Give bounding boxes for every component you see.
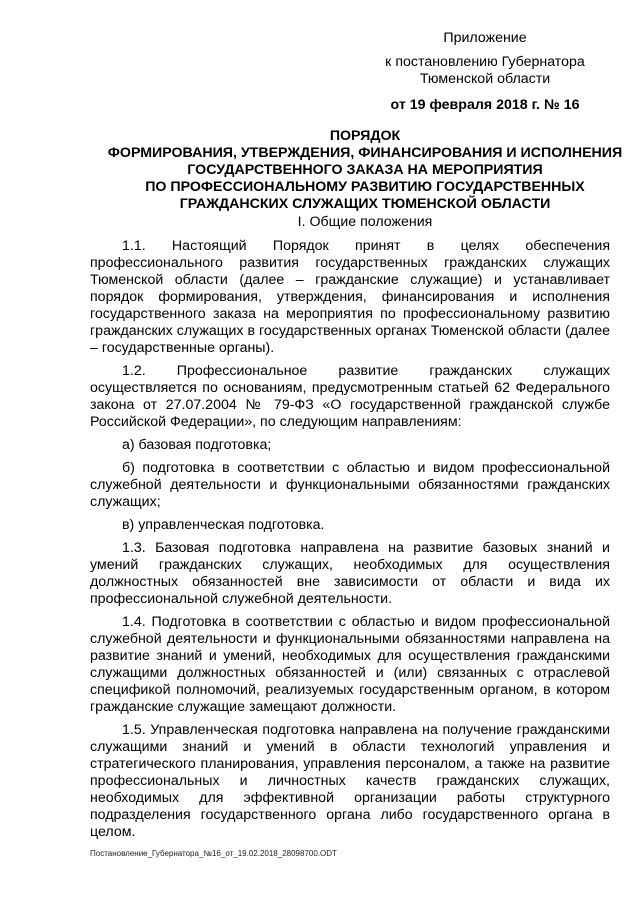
document-title-line-3: ГОСУДАРСТВЕННОГО ЗАКАЗА НА МЕРОПРИЯТИЯ xyxy=(187,162,543,178)
section-heading: I. Общие положения xyxy=(297,214,433,230)
list-item-a: а) базовая подготовка; xyxy=(122,437,272,453)
appendix-line-2: Тюменской области xyxy=(419,71,551,87)
paragraph-1-3: 1.3. Базовая подготовка направлена на развитие базовых знаний и умений гражданских служащих, необходимых для осуществления должностных обязанностей вне зависимости от области и вида их профессиональной служебной деятельности. xyxy=(90,540,610,607)
list-item-b: б) подготовка в соответствии с областью и видом профессиональной служебной деятельности и функциональными обязанностями гражданских служащих; xyxy=(90,460,610,510)
body-text xyxy=(90,238,610,847)
document-title-line-5: ГРАЖДАНСКИХ СЛУЖАЩИХ ТЮМЕНСКОЙ ОБЛАСТИ xyxy=(179,196,551,212)
document-title-line-1: ПОРЯДОК xyxy=(329,128,401,144)
appendix-block xyxy=(380,30,590,114)
paragraph-1-1: 1.1. Настоящий Порядок принят в целях обеспечения профессионального развития государственных гражданских служащих Тюменской области (далее – гражданские служащие) и устанавливает порядок формирования, утверждения, финансирования и исполнения государственного заказа на мероприятия по профессиональному развитию гражданских служащих в государственных органах Тюменской области (далее – государственные органы). xyxy=(90,238,610,356)
appendix-line-1: к постановлению Губернатора xyxy=(385,54,585,70)
appendix-title: Приложение xyxy=(443,30,527,46)
document-title-line-4: ПО ПРОФЕССИОНАЛЬНОМУ РАЗВИТИЮ ГОСУДАРСТВЕННЫХ xyxy=(145,179,585,195)
list-item-c: в) управленческая подготовка. xyxy=(122,517,325,533)
document-title-line-2: ФОРМИРОВАНИЯ, УТВЕРЖДЕНИЯ, ФИНАНСИРОВАНИЯ И ИСПОЛНЕНИЯ xyxy=(107,145,623,161)
appendix-date-number: от 19 февраля 2018 г. № 16 xyxy=(390,97,580,113)
paragraph-1-5: 1.5. Управленческая подготовка направлена на получение гражданскими служащими знаний и умений в области технологий управления и стратегического планирования, управления персоналом, а также на развитие профессиональных и личностных качеств гражданских служащих, необходимых для эффективной организации работы структурного подразделения государственного органа либо государственного органа в целом. xyxy=(90,722,610,840)
paragraph-1-2: 1.2. Профессиональное развитие гражданских служащих осуществляется по основаниям, предусмотренным статьей 62 Федерального закона от 27.07.2004 № 79-ФЗ «О государственной гражданской службе Российской Федерации», по следующим направлениям: xyxy=(90,363,610,430)
document-title xyxy=(70,128,640,213)
paragraph-1-4: 1.4. Подготовка в соответствии с областью и видом профессиональной служебной деятельности и функциональными обязанностями направлена на развитие знаний и умений, необходимых для осуществления гражданскими служащими должностных обязанностей и (или) связанных с отраслевой спецификой полномочий, реализуемых государственным органом, в котором гражданские служащие замещают должности. xyxy=(90,614,610,715)
file-name-footer: Постановление_Губернатора_№16_от_19.02.2018_28098700.ODT xyxy=(90,849,337,858)
